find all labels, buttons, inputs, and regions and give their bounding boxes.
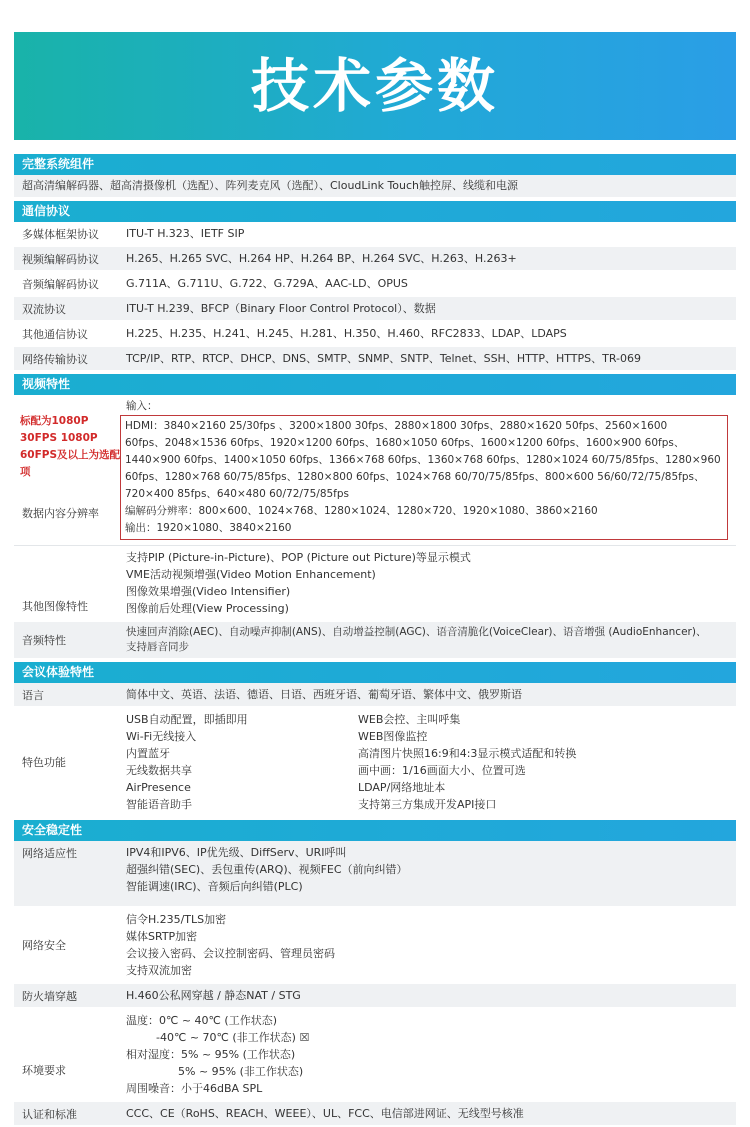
table-row — [14, 297, 736, 322]
row-label: 网络传输协议 — [22, 352, 88, 366]
row-label: 音频特性 — [22, 634, 66, 647]
row-label: 网络适应性 — [22, 847, 77, 860]
feature-item: Wi-Fi无线接入 — [126, 730, 197, 743]
table-row — [14, 322, 736, 347]
feature-item: LDAP/网络地址本 — [358, 781, 446, 794]
row-label: 其他通信协议 — [22, 327, 88, 341]
row-value: H.265、H.265 SVC、H.264 HP、H.264 BP、H.264 SVC、H.263、H.263+ — [126, 252, 517, 265]
section-header-system: 完整系统组件 — [14, 154, 736, 175]
row-value: H.225、H.235、H.241、H.245、H.281、H.350、H.460、RFC2833、LDAP、LDAPS — [126, 327, 567, 340]
image-feature-line: 图像效果增强(Video Intensifier) — [126, 585, 291, 598]
spec-table — [14, 152, 736, 1127]
row-label: 环境要求 — [22, 1064, 66, 1077]
image-feature-line: 支持PIP (Picture-in-Picture)、POP (Picture out Picture)等显示模式 — [126, 551, 471, 564]
table-row — [14, 175, 736, 199]
table-row — [14, 1102, 736, 1127]
table-row — [14, 622, 736, 660]
audio-feature-line: 支持唇音同步 — [126, 641, 189, 653]
row-value: ITU-T H.323、IETF SIP — [126, 227, 245, 240]
output-resolution: 输出：1920×1080、3840×2160 — [125, 522, 292, 534]
hdmi-line: 60fps、2048×1536 60fps、1920×1200 60fps、1680×1050 60fps、1600×1200 60fps、1600×900 60fps、 — [125, 437, 685, 449]
row-label: 认证和标准 — [22, 1107, 77, 1121]
row-value: 简体中文、英语、法语、德语、日语、西班牙语、葡萄牙语、繁体中文、俄罗斯语 — [126, 688, 522, 701]
row-label: 数据内容分辨率 — [22, 507, 99, 520]
row-value: TCP/IP、RTP、RTCP、DHCP、DNS、SMTP、SNMP、SNTP、Telnet、SSH、HTTP、HTTPS、TR-069 — [126, 352, 641, 365]
table-row — [14, 395, 736, 545]
row-value: CCC、CE（RoHS、REACH、WEEE）、UL、FCC、电信部进网证、无线型号核准 — [126, 1107, 524, 1120]
env-temp-working: 温度：0℃ ~ 40℃ (工作状态) — [126, 1014, 277, 1027]
network-feature-line: 智能调速(IRC)、音频后向纠错(PLC) — [126, 880, 303, 893]
input-label: 输入： — [126, 400, 158, 412]
hdmi-line: HDMI：3840×2160 25/30fps 、3200×1800 30fps、2880×1800 30fps、2880×1620 50fps、2560×1600 — [125, 420, 668, 432]
section-header-protocol: 通信协议 — [14, 201, 736, 222]
env-temp-nonworking: -40℃ ~ 70℃ (非工作状态) ☒ — [156, 1031, 310, 1044]
table-row — [14, 545, 736, 622]
feature-item: 内置蓝牙 — [126, 747, 170, 760]
security-feature-line: 信令H.235/TLS加密 — [126, 913, 227, 926]
security-feature-line: 媒体SRTP加密 — [126, 930, 198, 943]
page-title: 技术参数 — [250, 52, 499, 120]
row-label: 双流协议 — [22, 302, 66, 316]
row-label: 网络安全 — [22, 939, 66, 952]
feature-item: USB自动配置，即插即用 — [126, 713, 248, 726]
row-label: 特色功能 — [22, 756, 66, 769]
table-row — [14, 683, 736, 708]
header-banner — [14, 32, 736, 140]
hdmi-line: 1440×900 60fps、1400×1050 60fps、1366×768 60fps、1360×768 60fps、1280×1024 60/75/85fps、1280×960 — [125, 454, 721, 466]
system-components-text: 超高清编解码器、超高清摄像机（选配）、阵列麦克风（选配）、CloudLink Touch触控屏、线缆和电源 — [22, 179, 519, 192]
feature-item: 画中画：1/16画面大小、位置可选 — [358, 764, 526, 777]
table-row — [14, 908, 736, 984]
features-right-column — [358, 711, 698, 813]
features-left-column — [126, 711, 358, 813]
env-humidity-nonworking: 5% ~ 95% (非工作状态) — [178, 1065, 304, 1078]
security-feature-line: 会议接入密码、会议控制密码、管理员密码 — [126, 947, 335, 960]
network-feature-line: IPV4和IPV6、IP优先级、DiffServ、URI呼叫 — [126, 846, 347, 859]
hdmi-line: 720×400 85fps、640×480 60/72/75/85fps — [125, 488, 350, 500]
row-label: 其他图像特性 — [22, 600, 88, 613]
row-label: 语言 — [22, 688, 44, 702]
feature-item: 高清图片快照16:9和4:3显示模式适配和转换 — [358, 747, 577, 760]
network-feature-line: 超强纠错(SEC)、丢包重传(ARQ)、视频FEC（前向纠错） — [126, 863, 408, 876]
table-row — [14, 984, 736, 1009]
table-row — [14, 708, 736, 818]
section-header-video: 视频特性 — [14, 374, 736, 395]
feature-item: WEB会控、主叫呼集 — [358, 713, 461, 726]
table-row — [14, 247, 736, 272]
resolution-highlight-box — [120, 415, 728, 540]
feature-item: AirPresence — [126, 781, 191, 794]
table-row — [14, 222, 736, 247]
table-row — [14, 347, 736, 372]
section-header-meeting: 会议体验特性 — [14, 662, 736, 683]
feature-item: 无线数据共享 — [126, 764, 192, 777]
row-value: G.711A、G.711U、G.722、G.729A、AAC-LD、OPUS — [126, 277, 408, 290]
feature-item: 智能语音助手 — [126, 798, 192, 811]
image-feature-line: VME活动视频增强(Video Motion Enhancement) — [126, 568, 376, 581]
feature-item: WEB图像监控 — [358, 730, 428, 743]
table-row — [14, 272, 736, 297]
row-label: 多媒体框架协议 — [22, 227, 99, 241]
env-humidity-working: 相对湿度：5% ~ 95% (工作状态) — [126, 1048, 296, 1061]
image-feature-line: 图像前后处理(View Processing) — [126, 602, 289, 615]
row-label: 防火墙穿越 — [22, 989, 77, 1003]
hdmi-line: 60fps、1280×768 60/75/85fps、1280×800 60fps、1024×768 60/70/75/85fps、800×600 56/60/72/75/85fps、 — [125, 471, 705, 483]
row-value: H.460公私网穿越 / 静态NAT / STG — [126, 989, 301, 1002]
row-value: ITU-T H.239、BFCP（Binary Floor Control Protocol）、数据 — [126, 302, 436, 315]
row-label: 音频编解码协议 — [22, 277, 99, 291]
security-feature-line: 支持双流加密 — [126, 964, 192, 977]
optional-config-note: 标配为1080P 30FPS 1080P 60FPS及以上为选配项 — [20, 415, 121, 478]
row-label: 视频编解码协议 — [22, 252, 99, 266]
audio-feature-line: 快速回声消除(AEC)、自动噪声抑制(ANS)、自动增益控制(AGC)、语音清脆化(VoiceClear)、语音增强 (AudioEnhancer)、 — [126, 626, 707, 638]
codec-resolution: 编解码分辨率：800×600、1024×768、1280×1024、1280×720、1920×1080、3860×2160 — [125, 505, 598, 517]
env-noise: 周围噪音：小于46dBA SPL — [126, 1082, 263, 1095]
section-header-security: 安全稳定性 — [14, 820, 736, 841]
feature-item: 支持第三方集成开发API接口 — [358, 798, 497, 811]
table-row — [14, 841, 736, 908]
table-row — [14, 1009, 736, 1102]
